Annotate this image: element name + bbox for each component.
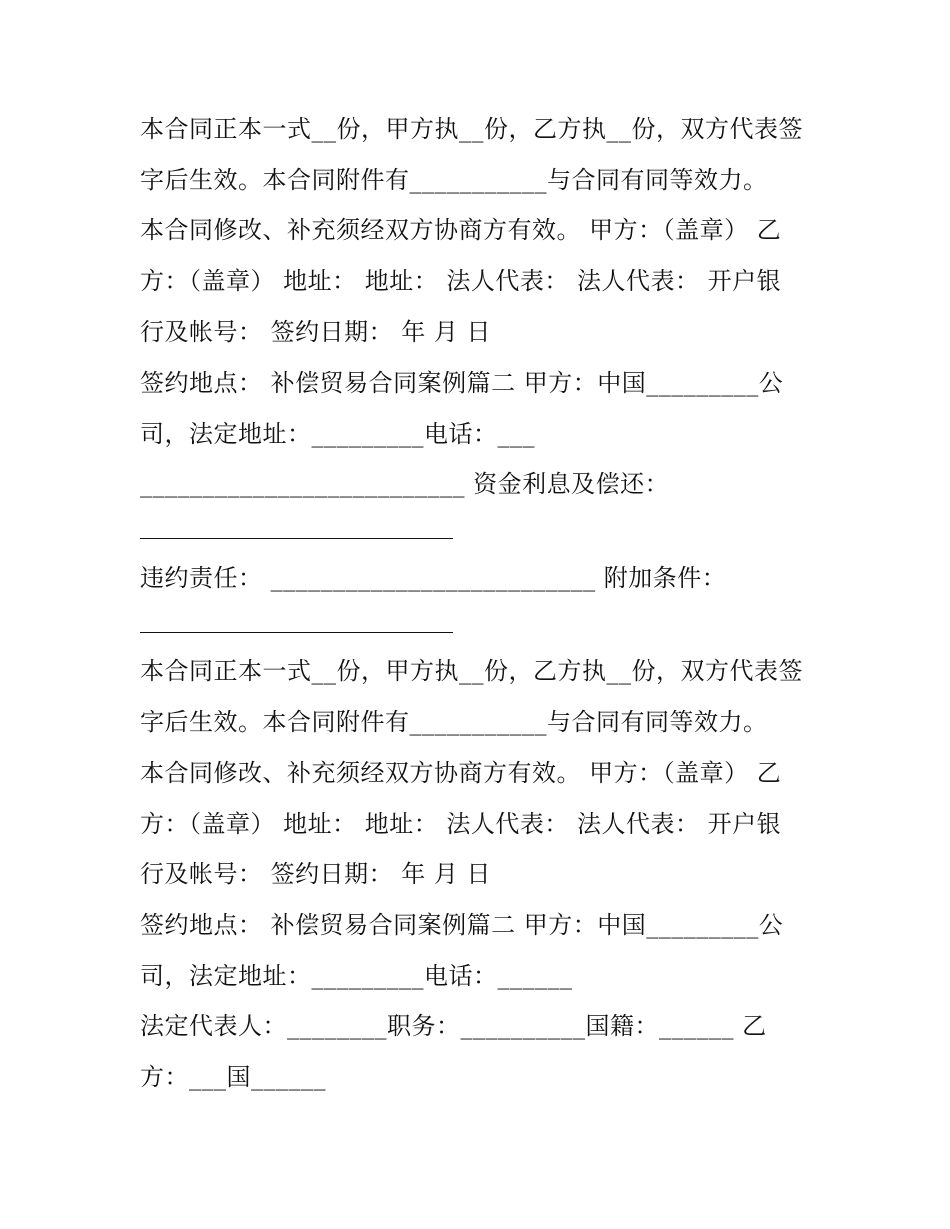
- text-line: 本合同正本一式__份，甲方执__份，乙方执__份，双方代表签: [140, 115, 803, 143]
- text-line: 方：（盖章） 地址： 地址： 法人代表： 法人代表： 开户银: [140, 810, 782, 838]
- text-line: 行及帐号： 签约日期： 年 月 日: [140, 860, 492, 888]
- text-line: __________________________ 资金利息及偿还：: [140, 470, 670, 498]
- text-line: 本合同正本一式__份，甲方执__份，乙方执__份，双方代表签: [140, 657, 803, 685]
- blank-fill-line: [140, 632, 453, 633]
- text-line: 违约责任： __________________________ 附加条件：: [140, 564, 727, 592]
- text-line: 签约地点： 补偿贸易合同案例篇二 甲方：中国_________公: [140, 369, 784, 397]
- text-line: 字后生效。本合同附件有___________与合同有同等效力。: [140, 166, 768, 194]
- text-line: 签约地点： 补偿贸易合同案例篇二 甲方：中国_________公: [140, 911, 784, 939]
- blank-fill-line: [140, 538, 453, 539]
- text-line: 司，法定地址：_________电话：___: [140, 420, 535, 448]
- text-line: 字后生效。本合同附件有___________与合同有同等效力。: [140, 708, 768, 736]
- text-line: 方：（盖章） 地址： 地址： 法人代表： 法人代表： 开户银: [140, 267, 782, 295]
- text-line: 方：___国______: [140, 1063, 326, 1091]
- text-line: 行及帐号： 签约日期： 年 月 日: [140, 318, 492, 346]
- text-line: 本合同修改、补充须经双方协商方有效。 甲方：（盖章） 乙: [140, 759, 782, 787]
- text-line: 本合同修改、补充须经双方协商方有效。 甲方：（盖章） 乙: [140, 216, 782, 244]
- text-line: 司，法定地址：_________电话：______: [140, 962, 573, 990]
- text-line: 法定代表人：________职务：__________国籍：______ 乙: [140, 1012, 767, 1040]
